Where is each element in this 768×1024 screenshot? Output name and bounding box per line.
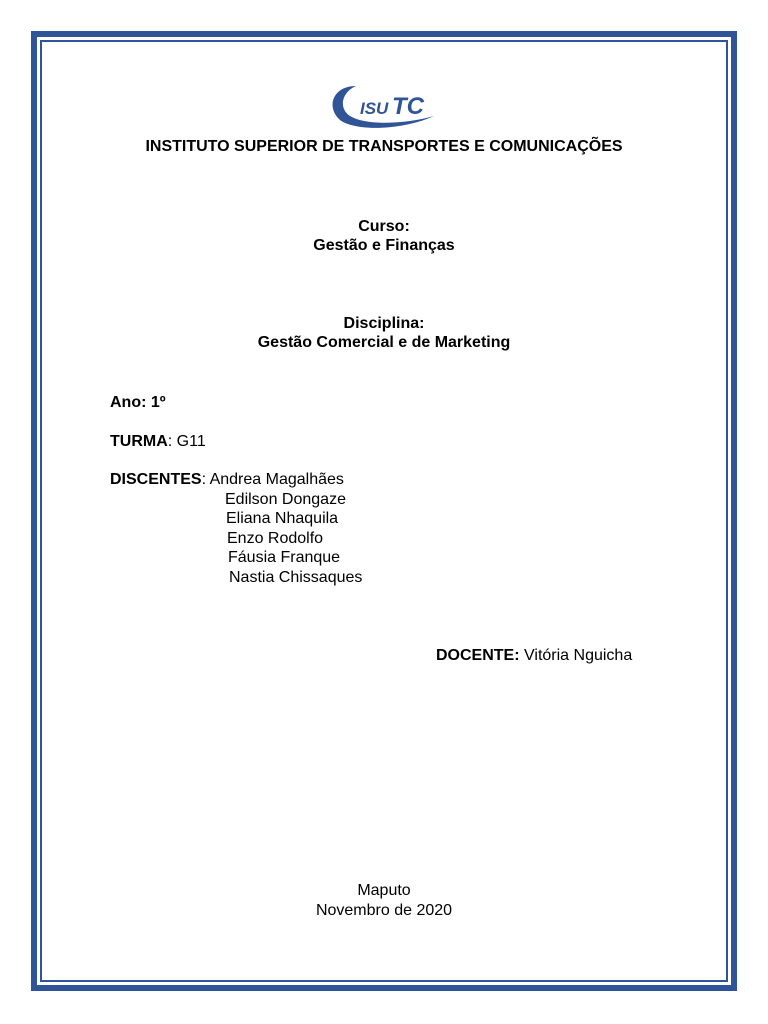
class-line [110,432,206,451]
logo-text-suffix: TC [392,93,424,120]
isutc-logo [326,80,438,134]
subject-value: Gestão Comercial e de Marketing [257,334,511,351]
student-name: : Andrea Magalhães [201,471,344,488]
course-value: Gestão e Finanças [313,237,455,254]
student-name: Fáusia Franque [228,549,341,566]
class-value: : G11 [167,433,206,450]
logo-text-prefix: ISU [360,99,389,118]
student-name: Nastia Chissaques [229,569,363,586]
institution-name: INSTITUTO SUPERIOR DE TRANSPORTES E COMUNICAÇÕES [145,138,623,155]
class-label: TURMA [110,433,168,450]
student-name: Enzo Rodolfo [227,530,324,547]
subject-label: Disciplina: [343,315,425,332]
student-name: Eliana Nhaquila [226,510,339,527]
footer-city: Maputo [357,882,411,899]
teacher-label: DOCENTE: [436,647,520,664]
year-label: Ano: 1º [110,394,166,411]
footer-date: Novembro de 2020 [315,902,453,919]
teacher-line [436,646,632,665]
student-name: Edilson Dongaze [225,491,346,508]
course-label: Curso: [358,218,410,235]
students-line [110,470,344,489]
page-border-inner [40,40,728,982]
teacher-value: Vitória Nguicha [519,647,633,664]
students-label: DISCENTES [110,471,202,488]
